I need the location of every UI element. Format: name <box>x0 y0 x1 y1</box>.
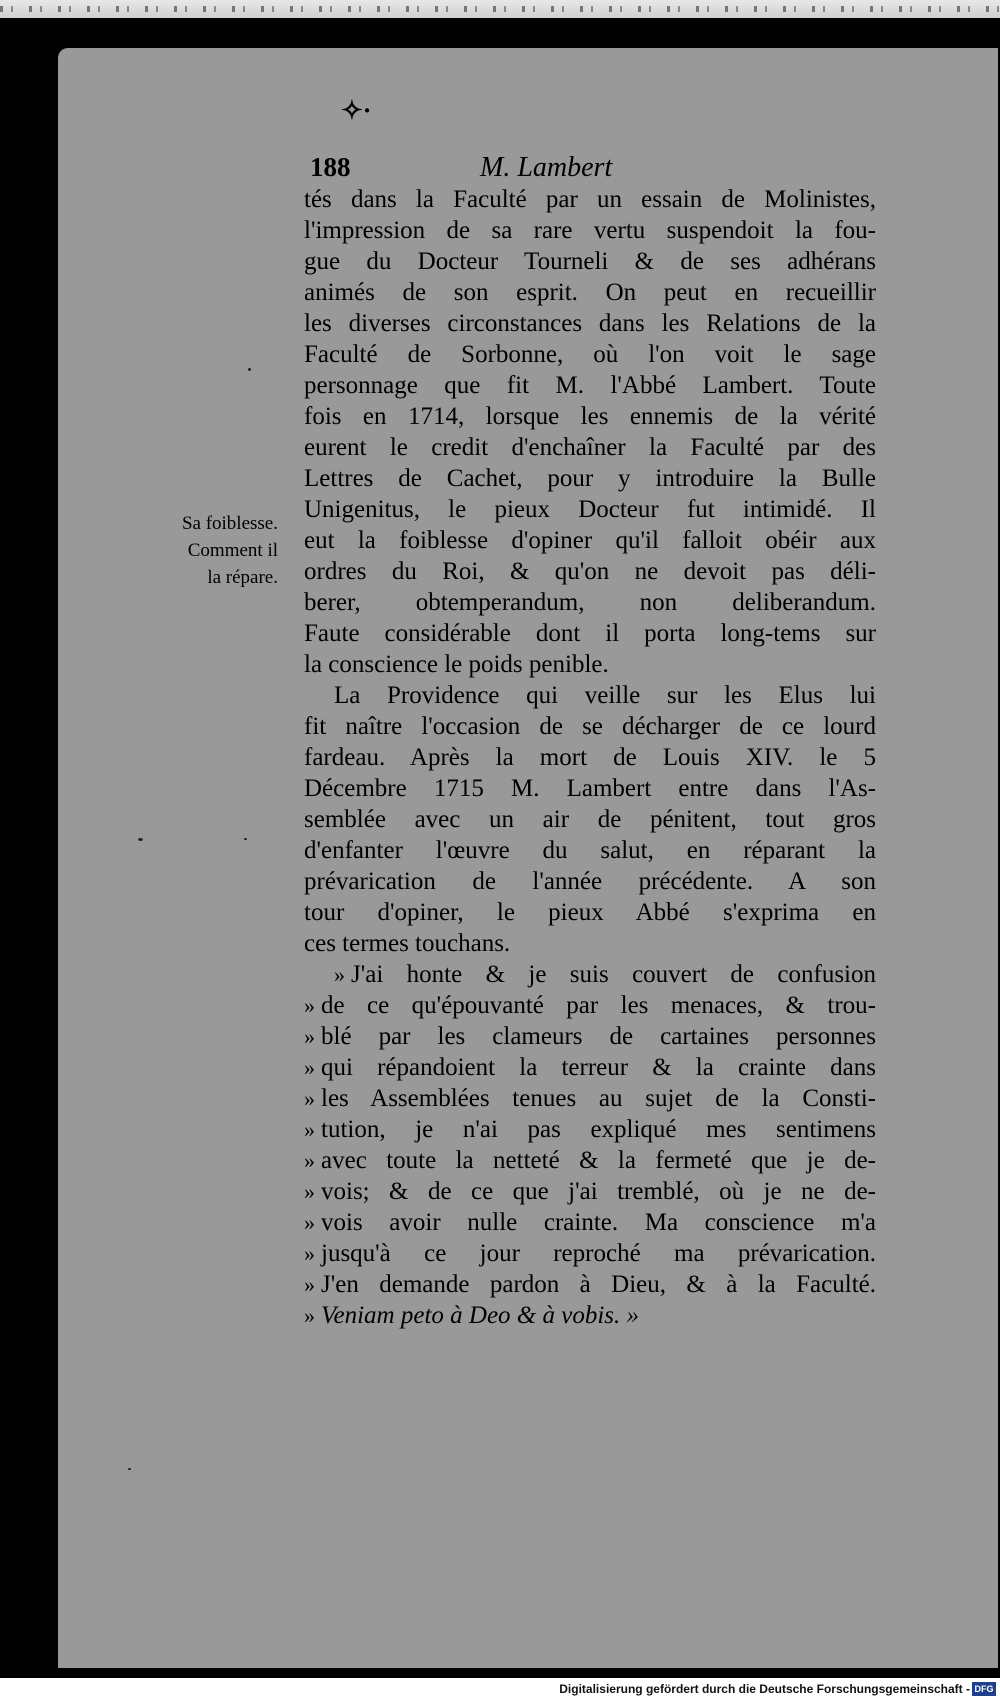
quote-line <box>304 1207 876 1238</box>
quote-mark: » <box>304 1303 315 1328</box>
body-line: eut la foiblesse d'opiner qu'il falloit obéir aux <box>304 527 876 554</box>
body-line: ordres du Roi, & qu'on ne devoit pas déli- <box>304 558 876 585</box>
book-page <box>58 48 998 1668</box>
margin-note-line: Comment il <box>187 540 278 561</box>
quote-mark: » <box>304 1024 315 1049</box>
page-number: 188 <box>310 152 351 182</box>
digitization-footer <box>0 1678 1000 1702</box>
quote-line <box>304 1145 876 1176</box>
body-line: Décembre 1715 M. Lambert entre dans l'As- <box>304 775 876 802</box>
body-text <box>304 184 876 1331</box>
scan-speck <box>244 838 247 840</box>
quote-line <box>304 1114 876 1145</box>
quote-text: tution, je n'ai pas expliqué mes sentimens <box>321 1116 876 1143</box>
body-line: gue du Docteur Tourneli & de ses adhérans <box>304 248 876 275</box>
quote-line <box>304 1052 876 1083</box>
quote-text: vois; & de ce que j'ai tremblé, où je ne de- <box>321 1178 876 1205</box>
body-line: d'enfanter l'œuvre du salut, en réparant la <box>304 837 876 864</box>
quote-line <box>304 990 876 1021</box>
quote-text: vois avoir nulle crainte. Ma conscience m'a <box>321 1209 876 1236</box>
dfg-logo: DFG <box>972 1682 996 1696</box>
quote-text: jusqu'à ce jour reproché ma prévarication. <box>321 1240 876 1267</box>
quote-text: qui répandoient la terreur & la crainte dans <box>321 1054 876 1081</box>
scan-edge-ink <box>0 6 1000 12</box>
body-line: les diverses circonstances dans les Relations de la <box>304 310 876 337</box>
quote-mark: » <box>304 993 315 1018</box>
quote-line <box>304 959 876 990</box>
quote-text: J'ai honte & je suis couvert de confusion <box>351 961 876 988</box>
running-head-title: M. Lambert <box>480 152 613 183</box>
body-line: fois en 1714, lorsque les ennemis de la vérité <box>304 403 876 430</box>
margin-note-line: la répare. <box>207 567 278 588</box>
margin-note-line: Sa foiblesse. <box>181 513 278 534</box>
top-ornament: ✧· <box>341 96 372 125</box>
scan-speck <box>128 1468 131 1470</box>
footer-credit: Digitalisierung gefördert durch die Deutsche Forschungsgemeinschaft - <box>559 1682 970 1696</box>
quote-mark: » <box>304 1086 315 1111</box>
margin-note <box>138 510 278 591</box>
body-line: Unigenitus, le pieux Docteur fut intimidé. Il <box>304 496 876 523</box>
quote-text: Veniam peto à Deo & à vobis. » <box>321 1302 640 1329</box>
scan-speck <box>138 838 143 841</box>
quote-line <box>304 1238 876 1269</box>
body-line: Lettres de Cachet, pour y introduire la Bulle <box>304 465 876 492</box>
quote-mark: » <box>304 1148 315 1173</box>
body-line: La Providence qui veille sur les Elus lui <box>334 682 876 709</box>
quote-text: les Assemblées tenues au sujet de la Consti- <box>321 1085 876 1112</box>
body-line: l'impression de sa rare vertu suspendoit la fou- <box>304 217 876 244</box>
body-line: eurent le credit d'enchaîner la Faculté par des <box>304 434 876 461</box>
body-line: ces termes touchans. <box>304 930 511 957</box>
body-line: semblée avec un air de pénitent, tout gros <box>304 806 876 833</box>
quote-line <box>304 1300 876 1331</box>
quote-text: de ce qu'épouvanté par les menaces, & trou- <box>321 992 876 1019</box>
quote-line <box>304 1021 876 1052</box>
body-line: Faute considérable dont il porta long-tems sur <box>304 620 876 647</box>
body-line: berer, obtemperandum, non deliberandum. <box>304 589 876 616</box>
quote-mark: » <box>304 1179 315 1204</box>
body-line: la conscience le poids penible. <box>304 651 609 678</box>
quote-mark: » <box>304 1210 315 1235</box>
body-line: tour d'opiner, le pieux Abbé s'exprima en <box>304 899 876 926</box>
body-line: tés dans la Faculté par un essain de Molinistes, <box>304 186 876 213</box>
body-line: fardeau. Après la mort de Louis XIV. le 5 <box>304 744 876 771</box>
quote-mark: » <box>304 1241 315 1266</box>
body-line: personnage que fit M. l'Abbé Lambert. Toute <box>304 372 876 399</box>
quote-text: avec toute la netteté & la fermeté que je de- <box>321 1147 876 1174</box>
quote-text: blé par les clameurs de cartaines personnes <box>321 1023 876 1050</box>
quote-line <box>304 1176 876 1207</box>
quote-line <box>304 1083 876 1114</box>
body-line: animés de son esprit. On peut en recueillir <box>304 279 876 306</box>
body-line: fit naître l'occasion de se décharger de ce lourd <box>304 713 876 740</box>
body-line: prévarication de l'année précédente. A son <box>304 868 876 895</box>
quote-line <box>304 1269 876 1300</box>
quote-mark: » <box>304 1272 315 1297</box>
scan-top-edge <box>0 0 1000 18</box>
quote-mark: » <box>304 1117 315 1142</box>
body-line: Faculté de Sorbonne, où l'on voit le sage <box>304 341 876 368</box>
scan-frame <box>0 18 1000 1678</box>
quote-mark: » <box>304 1055 315 1080</box>
scan-speck <box>248 368 251 371</box>
quote-text: J'en demande pardon à Dieu, & à la Faculté. <box>321 1271 876 1298</box>
quote-mark: » <box>334 962 345 987</box>
